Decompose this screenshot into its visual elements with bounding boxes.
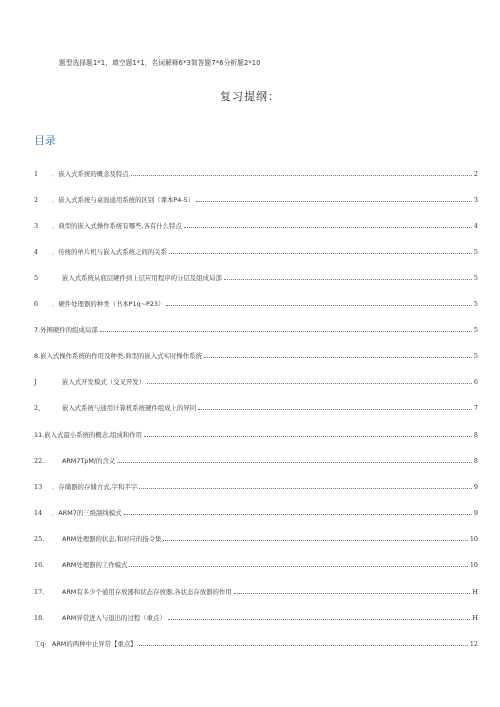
toc-entry-number: 工q· <box>34 640 47 648</box>
toc-entry[interactable] <box>34 505 478 517</box>
toc-entry-page: 5 <box>473 326 478 334</box>
toc-entry-page: 12 <box>469 640 478 648</box>
toc-entry[interactable] <box>34 427 478 439</box>
toc-entry-number: 6 <box>34 300 39 308</box>
toc-heading: 目录 <box>34 134 56 147</box>
toc-entry-title: ARM处理器的工作模式 <box>62 561 128 569</box>
toc-entry[interactable] <box>34 270 478 282</box>
toc-entry[interactable] <box>34 218 478 230</box>
toc-entry-title: 嵌入式开发模式（交叉开发） <box>62 378 146 386</box>
toc-entry-page: 5 <box>473 300 478 308</box>
toc-entry-page: 3 <box>473 196 478 204</box>
toc-leader-dots <box>144 435 472 437</box>
toc-entry-title: ARM7TpM/的含义 <box>62 457 116 465</box>
toc-leader-dots <box>168 618 471 620</box>
toc-entry-number: J <box>34 378 37 386</box>
outline-title: 复习提纲： <box>220 90 280 103</box>
toc-entry-title: ．存储器的存储方式,字和半字 <box>52 483 138 491</box>
toc-entry[interactable] <box>34 479 478 491</box>
toc-entry-title: 7.外围硬件的组成局部 <box>34 326 98 334</box>
toc-entry-page: 6 <box>473 378 478 386</box>
toc-entry-number: 17. <box>34 588 45 596</box>
toc-leader-dots <box>224 278 472 280</box>
toc-entry[interactable] <box>34 348 478 360</box>
toc-entry[interactable] <box>34 584 478 596</box>
toc-entry-title: ARM有多少个通用存放器和状态存放器,各状态存放器的作用 <box>62 588 232 596</box>
toc-entry-page: 5 <box>473 352 478 360</box>
toc-entry-number: 14 <box>34 509 43 517</box>
toc-entry-page: 8 <box>473 431 478 439</box>
toc-leader-dots <box>198 408 472 410</box>
toc-entry-page: 4 <box>473 222 478 230</box>
toc-leader-dots <box>204 356 472 358</box>
toc-entry-title: ．ARM7的三级制线模式 <box>52 509 122 517</box>
toc-entry-page: 8 <box>473 457 478 465</box>
toc-leader-dots <box>163 539 467 541</box>
toc-leader-dots <box>129 565 467 567</box>
toc-entry-title: ．典型的嵌入式操作系统有哪些,各有什么特点 <box>52 222 182 230</box>
toc-leader-dots <box>139 487 472 489</box>
toc-leader-dots <box>147 382 472 384</box>
toc-entry[interactable] <box>34 192 478 204</box>
toc-entry-number: 1 <box>34 170 39 178</box>
toc-entry[interactable] <box>34 244 478 256</box>
toc-entry-page: H <box>472 614 478 622</box>
toc-entry-number: 2、 <box>34 404 45 412</box>
toc-entry[interactable] <box>34 453 478 465</box>
toc-entry-title: ．嵌入式系统与桌面通用系统的区别（课本P4-5） <box>52 196 195 204</box>
toc-entry[interactable] <box>34 322 478 334</box>
toc-entry[interactable] <box>34 557 478 569</box>
toc-entry-number: 13 <box>34 483 43 491</box>
toc-entry-page: 5 <box>473 248 478 256</box>
toc-entry[interactable] <box>34 166 478 178</box>
toc-entry-page: 10 <box>469 561 478 569</box>
toc-entry-number: 2 <box>34 196 39 204</box>
toc-entry-title: 11.嵌入式最小系统的概念,组成和作用 <box>34 431 143 439</box>
toc-leader-dots <box>124 513 472 515</box>
toc-entry-number: 3 <box>34 222 39 230</box>
toc-entry-title: 嵌入式系统从底层硬件到上层应用程序的分层及组成局部 <box>62 274 222 282</box>
toc-entry-title: 嵌入式系统与通用计算机系统硬件组成上的异同 <box>62 404 197 412</box>
toc-entry-page: 9 <box>473 509 478 517</box>
toc-leader-dots <box>117 461 472 463</box>
toc-entry-number: 25. <box>34 535 45 543</box>
toc-leader-dots <box>139 644 468 646</box>
exam-format-note: 题型选择题1*1，填空题1*1，名词解释6*3简答题7*6分析题2*10 <box>59 59 261 67</box>
toc-leader-dots <box>166 304 472 306</box>
toc-entry-number: 4 <box>34 248 39 256</box>
toc-entry-number: 5 <box>34 274 39 282</box>
toc-entry-number: 22. <box>34 457 45 465</box>
toc-entry-title: ．传统的单片机与嵌入式系统之间的关系 <box>52 248 168 256</box>
toc-entry-title: ARM异常进入与退出的过程（重点） <box>62 614 166 622</box>
toc-leader-dots <box>234 592 471 594</box>
toc-entry[interactable] <box>34 374 478 386</box>
toc-entry-title: ．嵌入式系统的概念及特点 <box>52 170 129 178</box>
toc-leader-dots <box>131 174 472 176</box>
toc-entry[interactable] <box>34 400 478 412</box>
toc-entry[interactable] <box>34 610 478 622</box>
toc-entry-title: ARM处理器的状态,和对应的指令集 <box>62 535 162 543</box>
toc-leader-dots <box>184 226 472 228</box>
toc-leader-dots <box>169 252 472 254</box>
toc-entry-number: 18. <box>34 614 45 622</box>
toc-leader-dots <box>100 330 472 332</box>
toc-entry[interactable] <box>34 636 478 648</box>
toc-entry-title: ARM的两种中止异常【重点】 <box>52 640 137 648</box>
toc-entry-title: ．硬件处理器的种类（书本P1q~P23） <box>52 300 165 308</box>
toc-entry-page: 5 <box>473 274 478 282</box>
toc-entry-page: 2 <box>473 170 478 178</box>
toc-entry-page: 10 <box>469 535 478 543</box>
toc-entry-title: 8.嵌入式操作系统的作用及种类,典型的嵌入式实时操作系统 <box>34 352 202 360</box>
toc-entry-page: 9 <box>473 483 478 491</box>
toc-entry-page: H <box>472 588 478 596</box>
toc-entry[interactable] <box>34 296 478 308</box>
toc-entry-page: 7 <box>473 404 478 412</box>
toc-entry-number: 16. <box>34 561 45 569</box>
toc-entry[interactable] <box>34 531 478 543</box>
toc-leader-dots <box>196 200 472 202</box>
